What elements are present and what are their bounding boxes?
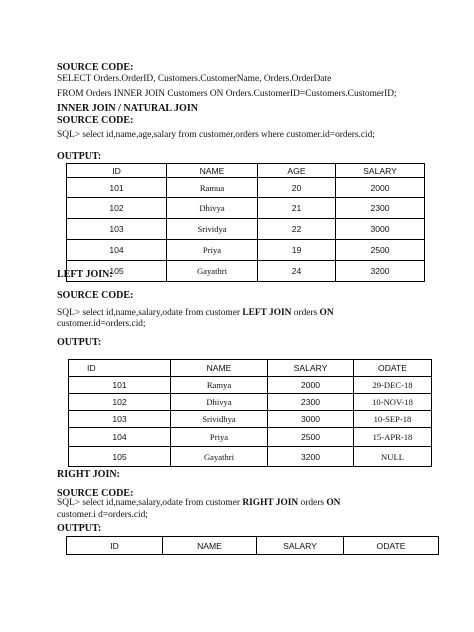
table-cell: 104 (67, 240, 167, 261)
table-row (69, 447, 432, 467)
column-header: ODATE (344, 537, 439, 555)
table-cell: 2000 (336, 178, 425, 198)
table-cell: 2500 (336, 240, 425, 261)
column-header: SALARY (268, 360, 354, 377)
code-text: orders (291, 308, 320, 318)
table-cell: 29-DEC-18 (354, 377, 432, 394)
table-cell: 10-NOV-18 (354, 394, 432, 411)
sql-keyword: RIGHT JOIN (242, 498, 299, 508)
column-header: ID (69, 360, 171, 377)
table-cell: Gayathri (167, 261, 258, 282)
column-header: NAME (163, 537, 257, 555)
table-cell: 102 (67, 198, 167, 219)
table-header-row (67, 164, 425, 178)
table-cell: 2000 (268, 377, 354, 394)
right-join-table (66, 536, 439, 555)
table-cell: 102 (69, 394, 171, 411)
table-cell: 3200 (336, 261, 425, 282)
column-header: ID (67, 164, 167, 178)
table-cell: Priya (171, 428, 268, 447)
source-code-label: SOURCE CODE: (57, 115, 134, 126)
table-cell: 19 (258, 240, 336, 261)
table-cell: 105 (69, 447, 171, 467)
sql-keyword: ON (319, 308, 334, 318)
table-row (67, 198, 425, 219)
table-cell: 24 (258, 261, 336, 282)
output-label: OUTPUT: (57, 523, 102, 534)
table-row (67, 261, 425, 282)
table-cell: 104 (69, 428, 171, 447)
table-row (67, 178, 425, 198)
table-row (67, 240, 425, 261)
table-cell: 15-APR-18 (354, 428, 432, 447)
right-join-heading: RIGHT JOIN: (57, 469, 120, 480)
column-header: NAME (171, 360, 268, 377)
sql-keyword: LEFT JOIN (242, 308, 292, 318)
table-cell: 101 (69, 377, 171, 394)
output-label: OUTPUT: (57, 151, 102, 162)
column-header: SALARY (257, 537, 344, 555)
table-cell: Priya (167, 240, 258, 261)
table-cell: 103 (67, 219, 167, 240)
table-cell: Ramua (167, 178, 258, 198)
code-line (57, 308, 334, 319)
code-line: SELECT Orders.OrderID, Customers.CustomerName, Orders.OrderDate (57, 74, 332, 84)
table-cell: Srividya (167, 219, 258, 240)
code-line: FROM Orders INNER JOIN Customers ON Orders.CustomerID=Customers.CustomerID; (57, 89, 397, 99)
sql-keyword: ON (326, 498, 341, 508)
table-cell: 20 (258, 178, 336, 198)
code-text: SQL> select id,name,salary,odate from customer (57, 308, 243, 318)
table-cell: Ramya (171, 377, 268, 394)
table-cell: 2300 (268, 394, 354, 411)
table-cell: Srividhya (171, 411, 268, 428)
source-code-label: SOURCE CODE: (57, 62, 134, 73)
left-join-heading: LEFT JOIN: (57, 269, 113, 280)
table-cell: 22 (258, 219, 336, 240)
inner-join-heading: INNER JOIN / NATURAL JOIN (57, 103, 198, 114)
code-line (57, 498, 340, 509)
code-line: customer.id=orders.cid; (57, 319, 146, 329)
table-cell: 101 (67, 178, 167, 198)
table-cell: 3000 (268, 411, 354, 428)
table-cell: 2500 (268, 428, 354, 447)
table-cell: 105 (67, 261, 167, 282)
table-row (69, 428, 432, 447)
inner-join-table (66, 163, 425, 282)
column-header: ID (67, 537, 163, 555)
table-cell: Gayathri (171, 447, 268, 467)
code-text: SQL> select id,name,salary,odate from customer (57, 498, 243, 508)
table-row (69, 394, 432, 411)
table-row (69, 411, 432, 428)
source-code-label: SOURCE CODE: (57, 290, 134, 301)
column-header: NAME (167, 164, 258, 178)
table-cell: 21 (258, 198, 336, 219)
column-header: ODATE (354, 360, 432, 377)
table-row (67, 219, 425, 240)
table-cell: 2300 (336, 198, 425, 219)
table-header-row (67, 537, 439, 555)
table-cell: Dhivya (167, 198, 258, 219)
output-label: OUTPUT: (57, 337, 102, 348)
code-line: SQL> select id,name,age,salary from customer,orders where customer.id=orders.cid; (57, 130, 375, 140)
table-header-row (69, 360, 432, 377)
code-text: orders (298, 498, 327, 508)
table-cell: 10-SEP-18 (354, 411, 432, 428)
source-code-label: SOURCE CODE: (57, 488, 134, 499)
table-cell: Dhivya (171, 394, 268, 411)
column-header: SALARY (336, 164, 425, 178)
table-cell: 3000 (336, 219, 425, 240)
table-cell: 3200 (268, 447, 354, 467)
left-join-table (68, 359, 432, 467)
table-cell: 103 (69, 411, 171, 428)
code-line: customer.i d=orders.cid; (57, 510, 148, 520)
column-header: AGE (258, 164, 336, 178)
table-cell: NULL (354, 447, 432, 467)
table-row (69, 377, 432, 394)
